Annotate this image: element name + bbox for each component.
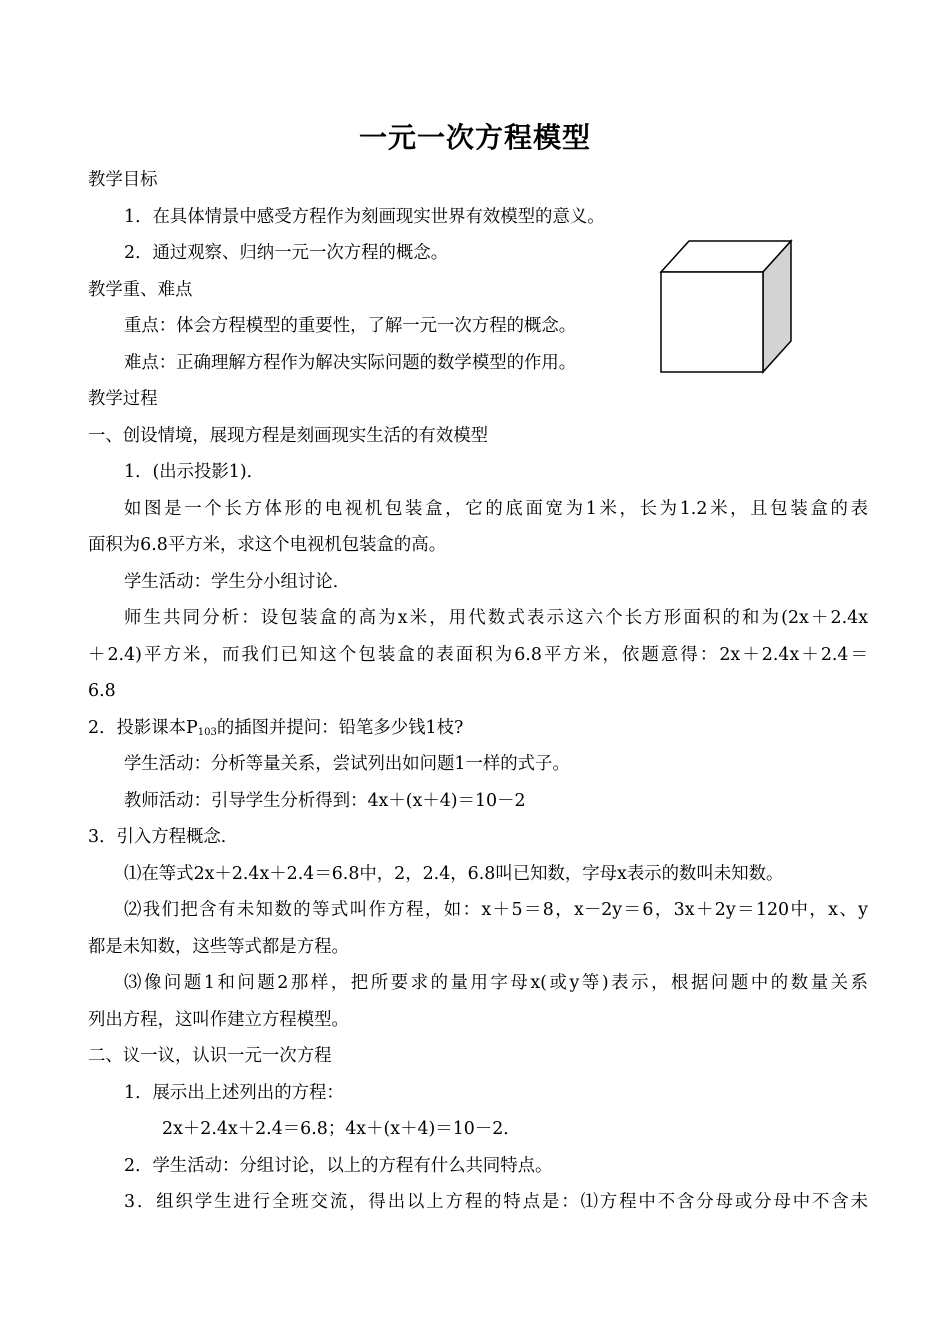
objective-1: 1．在具体情景中感受方程作为刻画现实世界有效模型的意义。 (124, 206, 605, 227)
section-2-step-2: 2．学生活动：分组讨论，以上的方程有什么共同特点。 (124, 1155, 553, 1176)
key-point: 重点：体会方程模型的重要性，了解一元一次方程的概念。 (124, 316, 577, 336)
concept-1: ⑴在等式2x＋2.4x＋2.4＝6.8中，2，2.4，6.8叫已知数，字母x表示的数叫未知数。 (124, 863, 784, 884)
objective-2: 2．通过观察、归纳一元一次方程的概念。 (124, 243, 449, 263)
heading-objectives: 教学目标 (88, 170, 158, 190)
analysis-line-2: ＋2.4)平方米，而我们已知这个包装盒的表面积为6.8平方米，依题意得：2x＋2.4x＋2.4＝ (88, 644, 868, 665)
analysis-line-3: 6.8 (88, 681, 116, 701)
teacher-activity: 教师活动：引导学生分析得到：4x＋(x＋4)＝10－2 (124, 790, 526, 811)
page-title: 一元一次方程模型 (358, 121, 591, 154)
concept-2-line-1: ⑵我们把含有未知数的等式叫作方程，如：x＋5＝8，x－2y＝6，3x＋2y＝120中，x、y (124, 900, 868, 920)
step-1-1: 1．(出示投影1)． (124, 462, 265, 482)
student-activity-2: 学生活动：分析等量关系，尝试列出如问题1一样的式子。 (124, 754, 570, 774)
section-1-heading: 一、创设情境，展现方程是刻画现实生活的有效模型 (88, 425, 488, 446)
equations-display: 2x＋2.4x＋2.4＝6.8；4x＋(x＋4)＝10－2． (162, 1119, 521, 1139)
problem-text-line-2: 面积为6.8平方米，求这个电视机包装盒的高。 (88, 535, 447, 555)
section-2-step-1: 1．展示出上述列出的方程： (124, 1082, 344, 1103)
section-2-step-3: 3．组织学生进行全班交流，得出以上方程的特点是：⑴方程中不含分母或分母中不含未 (124, 1192, 868, 1212)
section-2-heading: 二、议一议，认识一元一次方程 (88, 1046, 332, 1066)
document-body (88, 162, 868, 1221)
step-2 (88, 710, 868, 747)
concept-2-line-2: 都是未知数，这些等式都是方程。 (88, 936, 349, 957)
concept-3-line-1: ⑶像问题1和问题2那样，把所要求的量用字母x(或y等)表示，根据问题中的数量关系 (124, 973, 868, 993)
heading-key-points: 教学重、难点 (88, 279, 193, 300)
page-subscript: 103 (197, 726, 217, 738)
step-3: 3．引入方程概念． (88, 827, 239, 847)
step-2-text-a: 2．投影课本P (88, 717, 198, 738)
difficult-point: 难点：正确理解方程作为解决实际问题的数学模型的作用。 (124, 352, 577, 373)
problem-text-line-1: 如图是一个长方体形的电视机包装盒，它的底面宽为1米，长为1.2米，且包装盒的表 (124, 498, 868, 519)
heading-process: 教学过程 (88, 389, 158, 409)
concept-3-line-2: 列出方程，这叫作建立方程模型。 (88, 1009, 349, 1030)
step-2-text-b: 的插图并提问：铅笔多少钱1枝? (216, 717, 464, 738)
student-activity-1: 学生活动：学生分小组讨论． (124, 571, 351, 592)
analysis-line-1: 师生共同分析：设包装盒的高为x米，用代数式表示这六个长方形面积的和为(2x＋2.4x (124, 608, 868, 628)
